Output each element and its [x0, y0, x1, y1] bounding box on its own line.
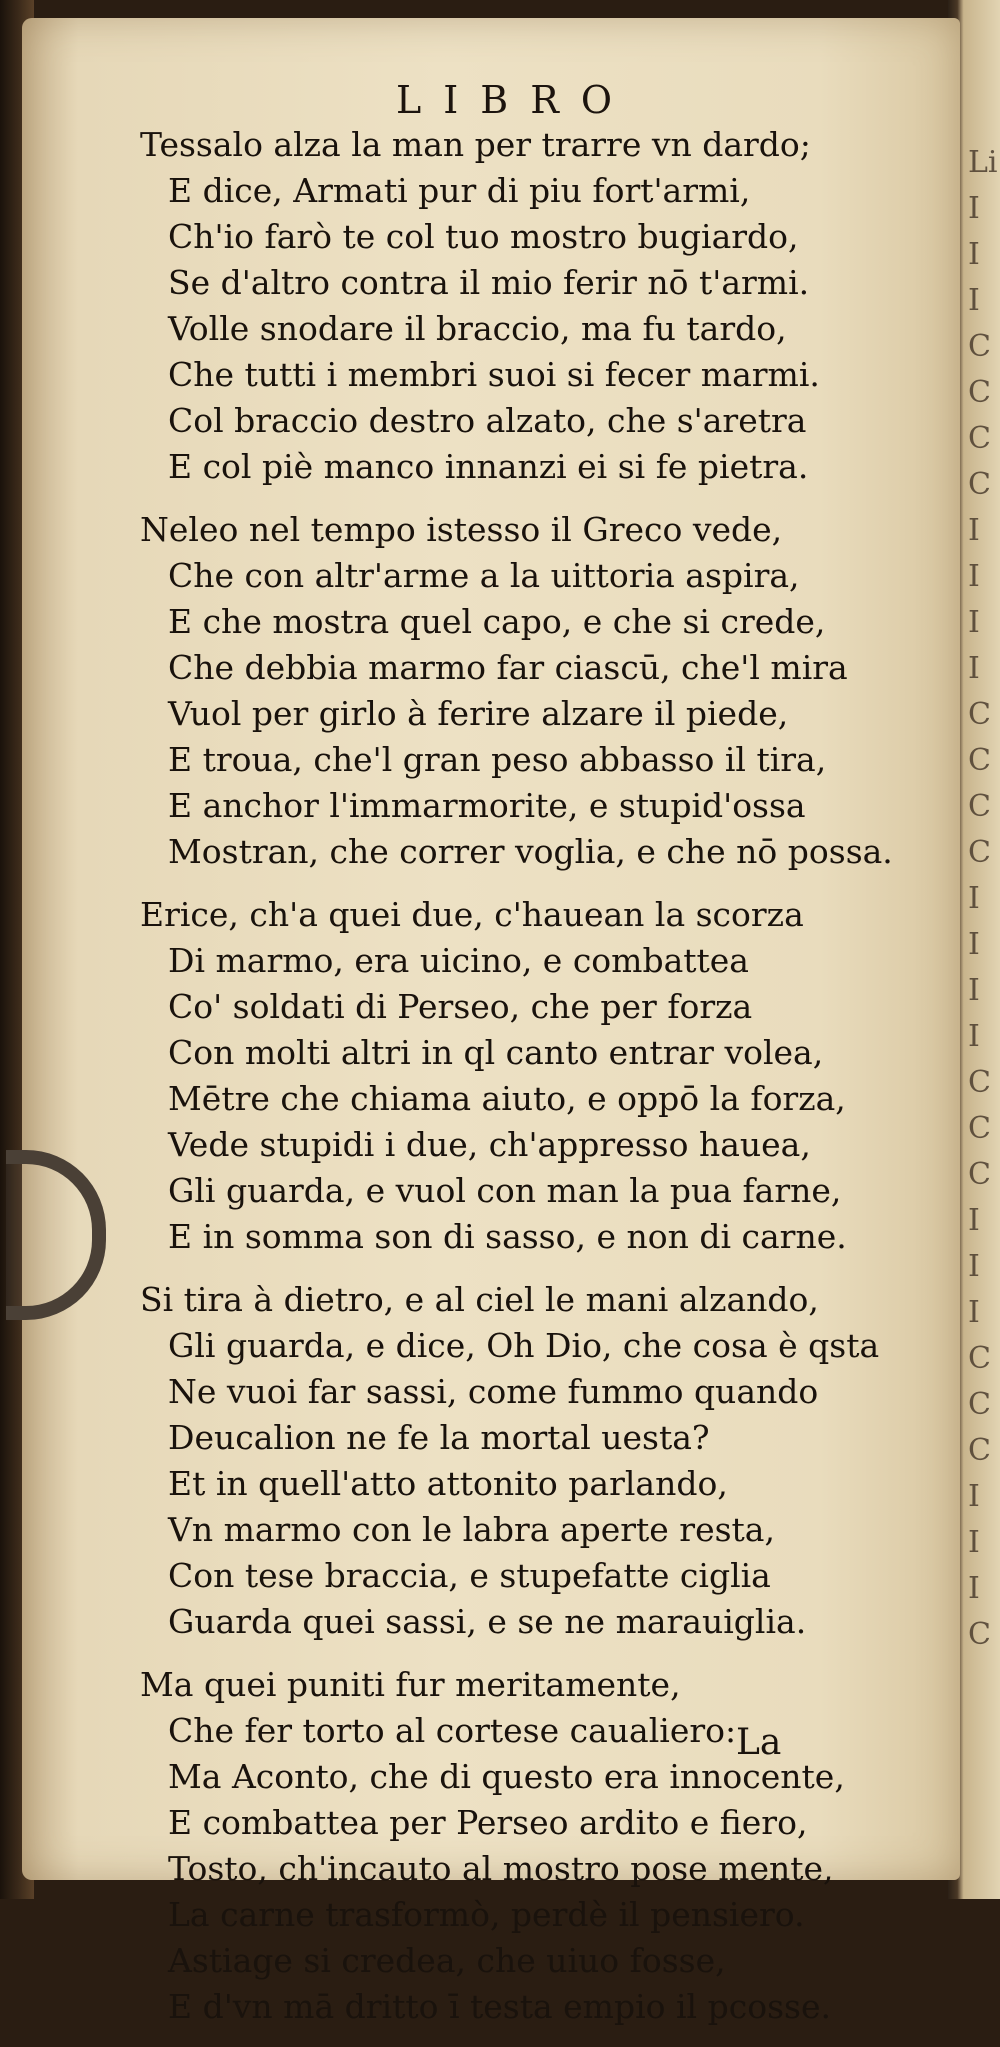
verse-line: Vede stupidi i due, ch'appresso hauea,: [168, 1125, 811, 1164]
next-page-fragment: I: [968, 1019, 980, 1054]
next-page-fragment: C: [968, 329, 991, 364]
verse-line: Ma Aconto, che di questo era innocente,: [168, 1757, 845, 1796]
verse-line: Neleo nel tempo istesso il Greco vede,: [140, 510, 783, 549]
verse-line: Gli guarda, e vuol con man la pua farne,: [168, 1171, 842, 1210]
next-page-fragment: I: [968, 513, 980, 548]
next-page-fragment: I: [968, 651, 980, 686]
next-page-fragment: Li: [968, 145, 998, 180]
verse-line: Vn marmo con le labra aperte resta,: [168, 1510, 775, 1549]
verse-line: E anchor l'immarmorite, e stupid'ossa: [168, 786, 806, 825]
stanza: [140, 892, 860, 1260]
verse-line: E dice, Armati pur di piu fort'armi,: [168, 171, 751, 210]
next-page-fragment: I: [968, 1479, 980, 1514]
next-page-fragment: I: [968, 559, 980, 594]
stanza: [140, 1277, 880, 1645]
verse-line: E col piè manco innanzi ei si fe pietra.: [168, 447, 809, 486]
catchword: La: [736, 1722, 782, 1763]
verse-line: Ma quei puniti fur meritamente,: [140, 1665, 681, 1704]
verse-line: Et in quell'atto attonito parlando,: [168, 1464, 728, 1503]
verse-line: Se d'altro contra il mio ferir nō t'armi.: [168, 263, 810, 302]
verse-line: E d'vn mā dritto ī testa empio il pcosse.: [168, 1987, 831, 2026]
verse-line: Ch'io farò te col tuo mostro bugiardo,: [168, 217, 799, 256]
verse-line: E combattea per Perseo ardito e fiero,: [168, 1803, 808, 1842]
next-page-fragment: I: [968, 283, 980, 318]
verse-line: Vuol per girlo à ferire alzare il piede,: [168, 694, 789, 733]
next-page-fragment: C: [968, 1341, 991, 1376]
next-page-fragment: C: [968, 1157, 991, 1192]
verse-line: Che con altr'arme a la uittoria aspira,: [168, 556, 800, 595]
verse-line: Che debbia marmo far ciascū, che'l mira: [168, 648, 848, 687]
next-page-fragment: I: [968, 237, 980, 272]
next-page-fragment: I: [968, 1295, 980, 1330]
next-page-fragment: C: [968, 1387, 991, 1422]
next-page-fragment: C: [968, 835, 991, 870]
verse-line: Co' soldati di Perseo, che per forza: [168, 987, 753, 1026]
page-header: LIBRO: [396, 78, 634, 122]
verse-line: E troua, che'l gran peso abbasso il tira,: [168, 740, 827, 779]
next-page-fragment: C: [968, 1617, 991, 1652]
next-page-fragment: C: [968, 697, 991, 732]
stanza: [140, 1662, 860, 2030]
verse-line: Ne vuoi far sassi, come fummo quando: [168, 1372, 819, 1411]
verse-line: Tessalo alza la man per trarre vn dardo;: [140, 125, 811, 164]
next-page-fragment: I: [968, 881, 980, 916]
stanza: [140, 122, 860, 490]
next-page-fragment: C: [968, 421, 991, 456]
next-page-fragment: C: [968, 467, 991, 502]
next-page-fragment: C: [968, 1065, 991, 1100]
verse-line: Mostran, che correr voglia, e che nō possa.: [168, 832, 893, 871]
next-page-fragment: I: [968, 927, 980, 962]
verse-line: Volle snodare il braccio, ma fu tardo,: [168, 309, 787, 348]
stanza: [140, 507, 893, 875]
verse-line: Erice, ch'a quei due, c'hauean la scorza: [140, 895, 804, 934]
next-page-text-edge: [968, 140, 998, 1658]
next-page-fragment: I: [968, 605, 980, 640]
verse-line: La carne trasformò, perdè il pensiero.: [168, 1895, 805, 1934]
verse-line: Si tira à dietro, e al ciel le mani alzando,: [140, 1280, 819, 1319]
verse-line: Che tutti i membri suoi si fecer marmi.: [168, 355, 820, 394]
verse-line: Di marmo, era uicino, e combattea: [168, 941, 749, 980]
verse-line: Col braccio destro alzato, che s'aretra: [168, 401, 807, 440]
verse-line: Tosto, ch'incauto al mostro pose mente,: [168, 1849, 834, 1888]
next-page-fragment: C: [968, 1111, 991, 1146]
next-page-fragment: I: [968, 1525, 980, 1560]
next-page-fragment: I: [968, 191, 980, 226]
verse-line: Deucalion ne fe la mortal uesta?: [168, 1418, 710, 1457]
verse-line: Mētre che chiama aiuto, e oppō la forza,: [168, 1079, 846, 1118]
verse-line: Con tese braccia, e stupefatte ciglia: [168, 1556, 771, 1595]
next-page-fragment: I: [968, 973, 980, 1008]
verse-line: Guarda quei sassi, e se ne marauiglia.: [168, 1602, 807, 1641]
next-page-fragment: C: [968, 743, 991, 778]
next-page-fragment: I: [968, 1571, 980, 1606]
next-page-fragment: C: [968, 375, 991, 410]
verse-line: Gli guarda, e dice, Oh Dio, che cosa è qsta: [168, 1326, 880, 1365]
verse-line: Astiage si credea, che uiuo fosse,: [168, 1941, 726, 1980]
next-page-fragment: C: [968, 1433, 991, 1468]
verse-line: E in somma son di sasso, e non di carne.: [168, 1217, 847, 1256]
verse-line: E che mostra quel capo, e che si crede,: [168, 602, 826, 641]
next-page-fragment: I: [968, 1249, 980, 1284]
next-page-fragment: C: [968, 789, 991, 824]
next-page-fragment: I: [968, 1203, 980, 1238]
verse-line: Che fer torto al cortese caualiero:: [168, 1711, 737, 1750]
verse-line: Con molti altri in ql canto entrar volea,: [168, 1033, 824, 1072]
